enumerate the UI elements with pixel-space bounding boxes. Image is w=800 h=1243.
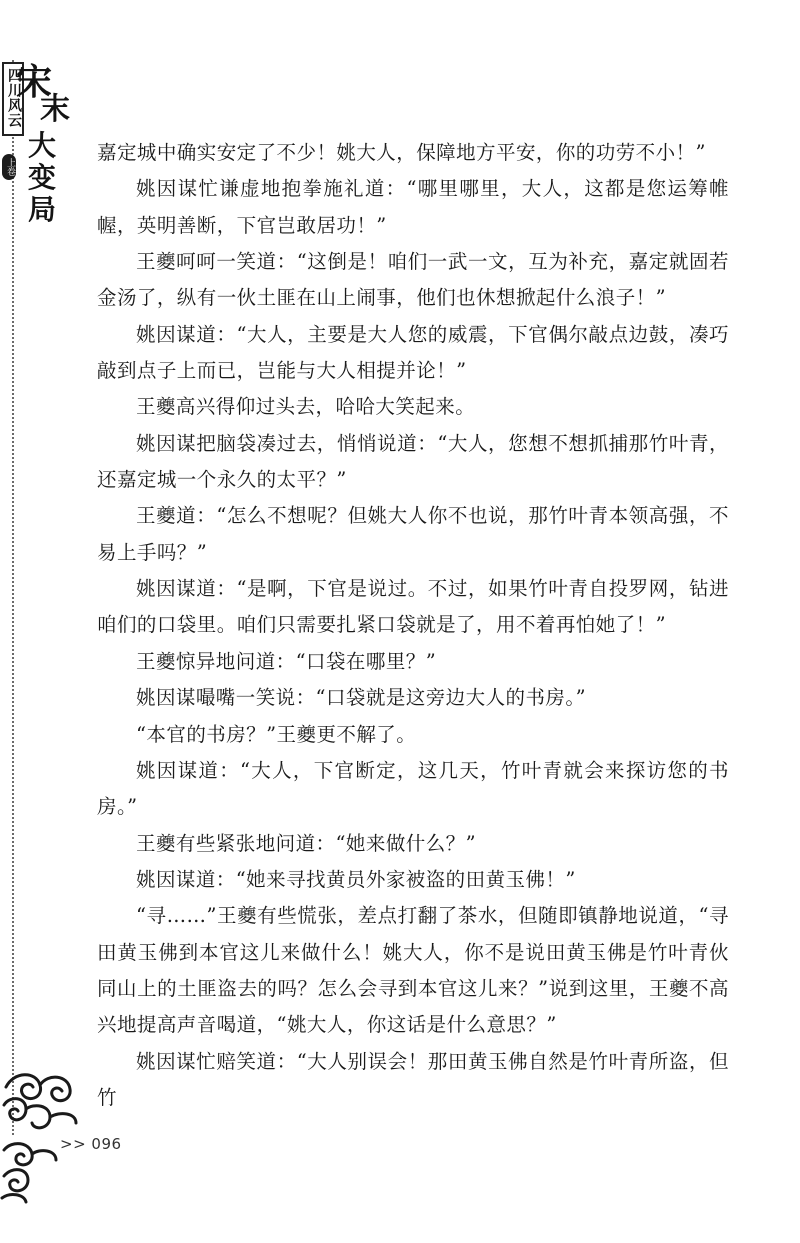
paragraph: 王夔有些紧张地问道：“她来做什么？” [136,831,477,855]
paragraph: 姚因谋忙赔笑道：“大人别误会！那田黄玉佛自然是竹叶青所盗，但竹 [97,1049,729,1109]
paragraph: 王夔呵呵一笑道：“这倒是！咱们一武一文，互为补充，嘉定就固若金汤了，纵有一伙土匪在山上闹事，他们也休想掀起什么浪子！” [97,250,729,310]
book-title-char: 宋 [16,61,53,103]
book-title-char: 大 [28,129,57,162]
paragraph: 姚因谋道：“她来寻找黄员外家被盗的田黄玉佛！” [136,867,576,891]
page-body-text [97,135,729,1116]
paragraph: 王夔道：“怎么不想呢？但姚大人你不也说，那竹叶青本领高强，不易上手吗？” [97,504,729,564]
book-title-char: 局 [28,193,57,226]
margin-dotted-rule [12,60,14,1135]
volume-seal: 上卷 [2,154,16,180]
cloud-ornament-icon [0,1140,60,1210]
paragraph: 姚因谋忙谦虚地抱拳施礼道：“哪里哪里，大人，这都是您运筹帷幄，英明善断，下官岂敢居功！” [97,177,729,237]
paragraph: “本官的书房？”王夔更不解了。 [136,722,417,746]
cloud-ornament-icon [0,1065,80,1145]
book-title-calligraphy [14,54,72,226]
paragraph: 王夔高兴得仰过头去，哈哈大笑起来。 [136,395,476,419]
paragraph: 王夔惊异地问道：“口袋在哪里？” [136,649,437,673]
paragraph: 姚因谋道：“大人，下官断定，这几天，竹叶青就会来探访您的书房。” [97,758,729,819]
paragraph: 姚因谋道：“是啊，下官是说过。不过，如果竹叶青自投罗网，钻进咱们的口袋里。咱们只需要扎紧口袋就是了，用不着再怕她了！” [97,577,729,637]
series-label: 四川风云 [2,62,24,136]
paragraph: 姚因谋嘬嘴一笑说：“口袋就是这旁边大人的书房。” [136,686,586,710]
paragraph: “寻……”王夔有些慌张，差点打翻了茶水，但随即镇静地说道，“寻田黄玉佛到本官这儿来做什么！姚大人，你不是说田黄玉佛是竹叶青伙同山上的土匪盗去的吗？怎么会寻到本官这儿来？”说到这里，王夔不高兴地提高声音喝道，“姚大人，你这话是什么意思？” [97,904,729,1037]
paragraph: 嘉定城中确实安定了不少！姚大人，保障地方平安，你的功劳不小！” [97,141,706,164]
paragraph: 姚因谋道：“大人，主要是大人您的威震，下官偶尔敲点边鼓，凑巧敲到点子上而已，岂能与大人相提并论！” [97,322,729,383]
page-number: >> 096 [60,1135,122,1153]
paragraph: 姚因谋把脑袋凑过去，悄悄说道：“大人，您想不想抓捕那竹叶青，还嘉定城一个永久的太平？” [97,431,729,492]
book-title-char: 末 [40,92,70,127]
book-title-char: 变 [28,161,57,194]
